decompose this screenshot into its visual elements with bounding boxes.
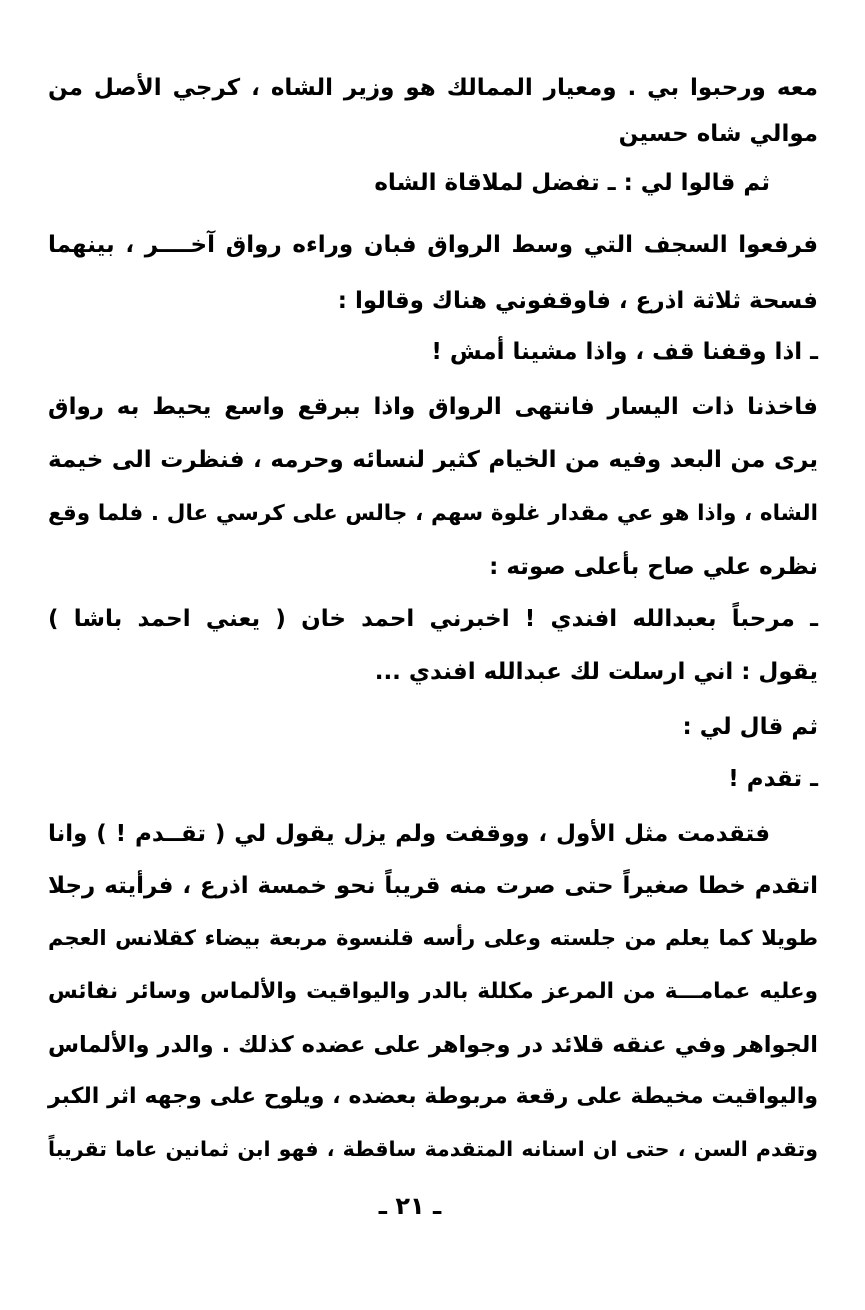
text-line: وتقدم السن ، حتى ان اسنانه المتقدمة ساقطة ، فهو ابن ثمانين عاما تقريباً	[48, 1137, 818, 1161]
text-line: واليواقيت مخيطة على رقعة مربوطة بعضده ، ويلوح على وجهه اثر الكبر	[48, 1084, 818, 1109]
text-line: وعليه عمامـــة من المرعز مكللة بالدر واليواقيت والألماس وسائر نفائس	[48, 979, 818, 1004]
text-line: ثم قال لي :	[682, 714, 818, 740]
text-line: اتقدم خطا صغيراً حتى صرت منه قريباً نحو خمسة اذرع ، فرأيته رجلا	[48, 873, 818, 899]
text-line: ثم قالوا لي : ـ تفضل لملاقاة الشاه	[374, 170, 770, 196]
text-line: فسحة ثلاثة اذرع ، فاوقفوني هناك وقالوا :	[337, 288, 818, 314]
text-line: ـ مرحباً بعبدالله افندي ! اخبرني احمد خان ( يعني احمد باشا )	[48, 606, 818, 632]
text-line: فتقدمت مثل الأول ، ووقفت ولم يزل يقول لي ( تقــدم ! ) وانا	[48, 821, 770, 847]
text-line: ـ تقدم !	[728, 766, 818, 792]
text-line: ـ اذا وقفنا قف ، واذا مشينا أمش !	[431, 339, 818, 365]
text-line: الجواهر وفي عنقه قلائد در وجواهر على عضده كذلك . والدر والألماس	[48, 1032, 818, 1058]
page-number: ـ ٢١ ـ	[378, 1192, 442, 1220]
text-line: فرفعوا السجف التي وسط الرواق فبان وراءه رواق آخــــر ، بينهما	[48, 232, 818, 258]
text-line: فاخذنا ذات اليسار فانتهى الرواق واذا ببرقع واسع يحيط به رواق	[48, 394, 818, 420]
text-line: موالي شاه حسين	[618, 121, 818, 147]
text-line: الشاه ، واذا هو عي مقدار غلوة سهم ، جالس على كرسي عال . فلما وقع	[48, 501, 818, 526]
text-line: معه ورحبوا بي . ومعيار الممالك هو وزير الشاه ، كرجي الأصل من	[48, 75, 818, 101]
text-line: نظره علي صاح بأعلى صوته :	[489, 554, 818, 580]
text-line: طويلا كما يعلم من جلسته وعلى رأسه قلنسوة مربعة بيضاء كقلانس العجم	[48, 926, 818, 950]
text-line: يقول : اني ارسلت لك عبدالله افندي ...	[374, 659, 818, 685]
text-line: يرى من البعد وفيه من الخيام كثير لنسائه وحرمه ، فنظرت الى خيمة	[48, 447, 818, 473]
